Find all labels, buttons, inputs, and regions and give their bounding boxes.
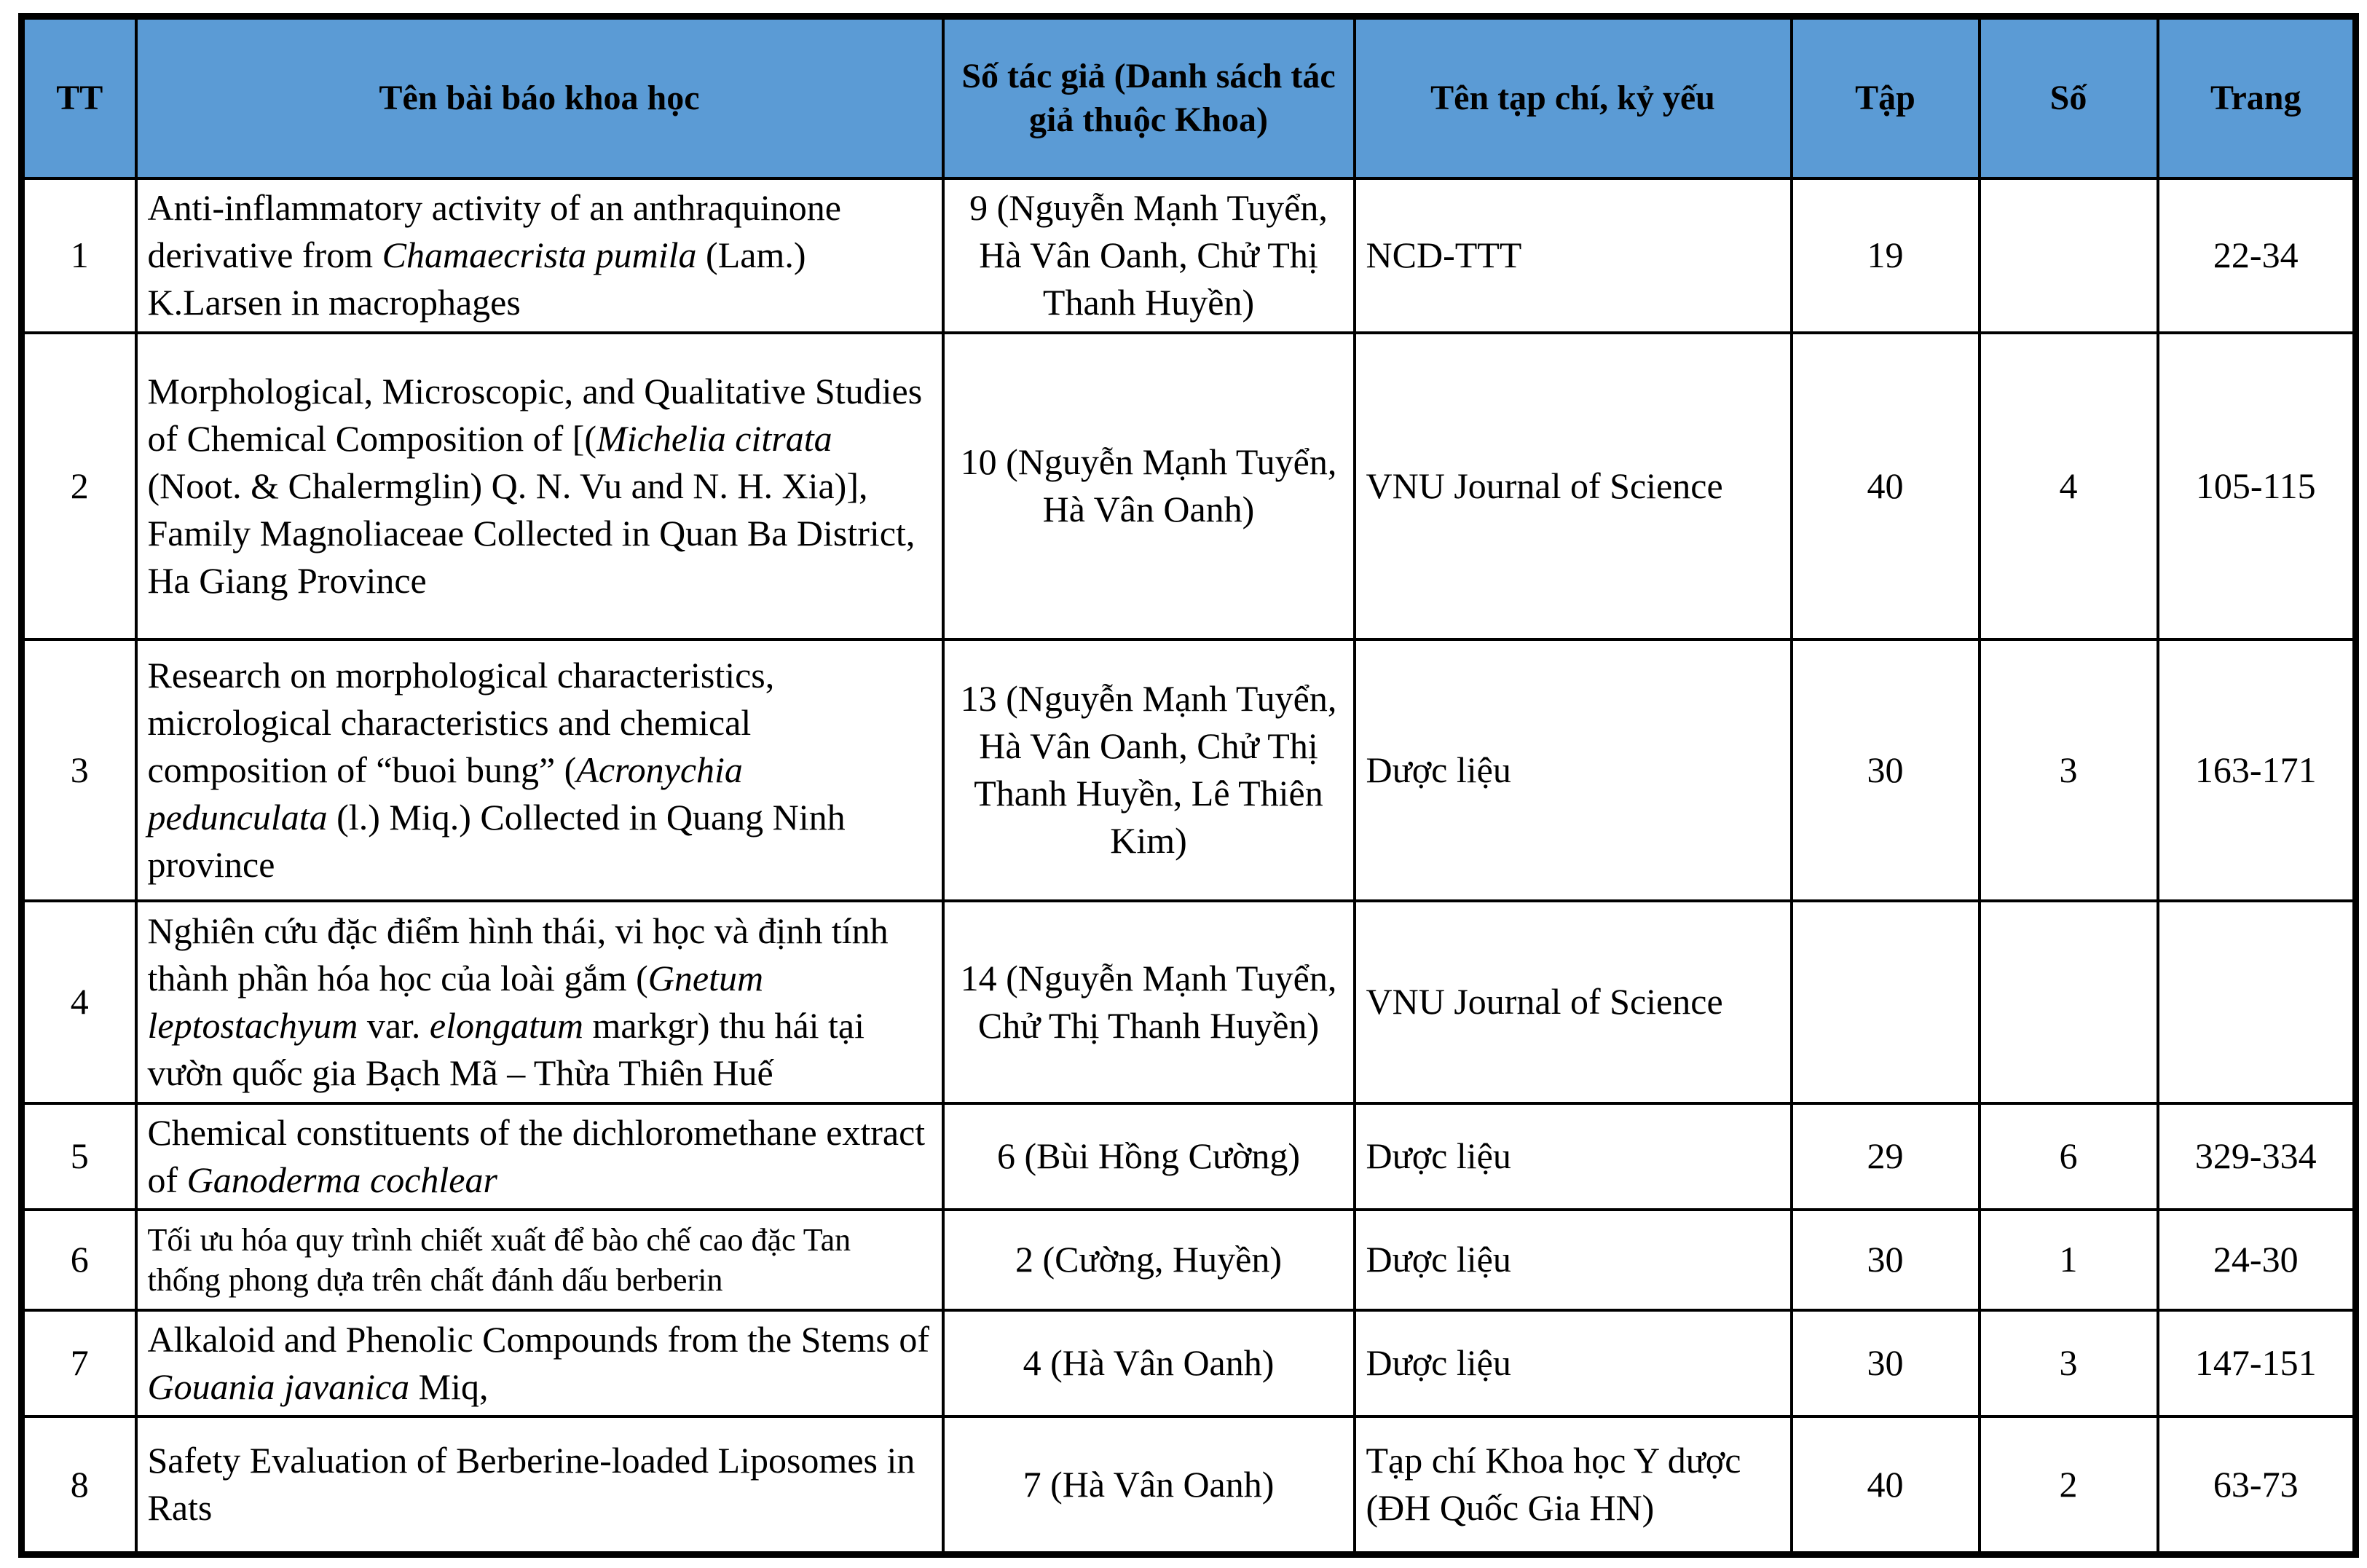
species-name-italic: Gouania javanica <box>147 1366 410 1407</box>
table-header <box>22 17 2356 178</box>
journal-cell: Dược liệu <box>1355 1210 1792 1310</box>
volume-cell: 19 <box>1792 178 1980 333</box>
title-text: Research on morphological characteristics, micrological characteristics and chemical composition of “buoi bung” ( <box>147 654 775 790</box>
species-name-italic: Michelia citrata <box>596 417 832 459</box>
volume-cell: 30 <box>1792 639 1980 901</box>
table-row <box>22 1103 2356 1210</box>
volume-cell <box>1792 901 1980 1103</box>
authors-cell: 10 (Nguyễn Mạnh Tuyển, Hà Vân Oanh) <box>943 333 1355 639</box>
tt-cell: 2 <box>22 333 136 639</box>
volume-cell: 40 <box>1792 1417 1980 1555</box>
authors-cell: 6 (Bùi Hồng Cường) <box>943 1103 1355 1210</box>
title-cell <box>136 333 943 639</box>
column-header-title: Tên bài báo khoa học <box>136 17 943 178</box>
publications-table <box>18 13 2359 1558</box>
issue-cell <box>1980 901 2158 1103</box>
journal-cell: Dược liệu <box>1355 1103 1792 1210</box>
table-row <box>22 901 2356 1103</box>
journal-cell: VNU Journal of Science <box>1355 901 1792 1103</box>
species-name-italic: Ganoderma cochlear <box>186 1159 497 1200</box>
table-row <box>22 1310 2356 1417</box>
column-header-tt: TT <box>22 17 136 178</box>
authors-cell: 13 (Nguyễn Mạnh Tuyển, Hà Vân Oanh, Chử Thị Thanh Huyền, Lê Thiên Kim) <box>943 639 1355 901</box>
column-header-pages: Trang <box>2158 17 2356 178</box>
pages-cell: 24-30 <box>2158 1210 2356 1310</box>
column-header-journal: Tên tạp chí, kỷ yếu <box>1355 17 1792 178</box>
pages-cell: 63-73 <box>2158 1417 2356 1555</box>
tt-cell: 3 <box>22 639 136 901</box>
title-text: Safety Evaluation of Berberine-loaded Liposomes in Rats <box>147 1440 915 1529</box>
tt-cell: 5 <box>22 1103 136 1210</box>
journal-cell: Tạp chí Khoa học Y dược (ĐH Quốc Gia HN) <box>1355 1417 1792 1555</box>
title-text: Alkaloid and Phenolic Compounds from the Stems of <box>147 1318 930 1360</box>
tt-cell: 6 <box>22 1210 136 1310</box>
species-name-italic: Gnetum leptostachyum <box>147 957 764 1046</box>
volume-cell: 40 <box>1792 333 1980 639</box>
journal-cell: Dược liệu <box>1355 1310 1792 1417</box>
table-row <box>22 1210 2356 1310</box>
issue-cell: 1 <box>1980 1210 2158 1310</box>
title-text: var. <box>358 1004 430 1046</box>
issue-cell <box>1980 178 2158 333</box>
title-cell <box>136 1103 943 1210</box>
title-cell <box>136 901 943 1103</box>
species-name-italic: Acronychia pedunculata <box>147 749 743 838</box>
pages-cell <box>2158 901 2356 1103</box>
title-text: (l.) Miq.) Collected in Quang Ninh province <box>147 796 846 885</box>
pages-cell: 329-334 <box>2158 1103 2356 1210</box>
issue-cell: 4 <box>1980 333 2158 639</box>
journal-cell: NCD-TTT <box>1355 178 1792 333</box>
pages-cell: 163-171 <box>2158 639 2356 901</box>
tt-cell: 8 <box>22 1417 136 1555</box>
tt-cell: 4 <box>22 901 136 1103</box>
journal-cell: VNU Journal of Science <box>1355 333 1792 639</box>
column-header-authors: Số tác giả (Danh sách tác giả thuộc Khoa) <box>943 17 1355 178</box>
issue-cell: 3 <box>1980 639 2158 901</box>
journal-cell: Dược liệu <box>1355 639 1792 901</box>
species-name-italic: Chamaecrista pumila <box>382 235 697 275</box>
column-header-issue: Số <box>1980 17 2158 178</box>
title-text: Tối ưu hóa quy trình chiết xuất để bào chế cao đặc Tan thống phong dựa trên chất đánh dấu berberin <box>147 1221 851 1298</box>
title-cell <box>136 1310 943 1417</box>
table-body <box>22 178 2356 1555</box>
title-text: Anti-inflammatory activity of an anthraquinone derivative from <box>147 187 841 275</box>
header-row <box>22 17 2356 178</box>
table-row <box>22 1417 2356 1555</box>
species-name-italic: elongatum <box>429 1004 584 1046</box>
title-text: Chemical constituents of the dichloromethane extract of <box>147 1111 926 1200</box>
pages-cell: 147-151 <box>2158 1310 2356 1417</box>
volume-cell: 30 <box>1792 1210 1980 1310</box>
title-cell <box>136 1210 943 1310</box>
authors-cell: 4 (Hà Vân Oanh) <box>943 1310 1355 1417</box>
title-text: markgr) thu hái tại vườn quốc gia Bạch Mã – Thừa Thiên Huế <box>147 1004 865 1093</box>
title-cell <box>136 639 943 901</box>
authors-cell: 14 (Nguyễn Mạnh Tuyển, Chử Thị Thanh Huyền) <box>943 901 1355 1103</box>
table-row <box>22 639 2356 901</box>
issue-cell: 2 <box>1980 1417 2158 1555</box>
pages-cell: 22-34 <box>2158 178 2356 333</box>
title-cell <box>136 178 943 333</box>
issue-cell: 3 <box>1980 1310 2158 1417</box>
title-text: Morphological, Microscopic, and Qualitative Studies of Chemical Composition of [( <box>147 370 923 459</box>
title-text: (Noot. & Chalermglin) Q. N. Vu and N. H. Xia)], Family Magnoliaceae Collected in Quan Ba District, Ha Giang Province <box>147 465 915 601</box>
volume-cell: 29 <box>1792 1103 1980 1210</box>
tt-cell: 7 <box>22 1310 136 1417</box>
authors-cell: 9 (Nguyễn Mạnh Tuyển, Hà Vân Oanh, Chử Thị Thanh Huyền) <box>943 178 1355 333</box>
title-cell <box>136 1417 943 1555</box>
authors-cell: 2 (Cường, Huyền) <box>943 1210 1355 1310</box>
authors-cell: 7 (Hà Vân Oanh) <box>943 1417 1355 1555</box>
title-text: Miq, <box>409 1366 489 1407</box>
pages-cell: 105-115 <box>2158 333 2356 639</box>
issue-cell: 6 <box>1980 1103 2158 1210</box>
tt-cell: 1 <box>22 178 136 333</box>
volume-cell: 30 <box>1792 1310 1980 1417</box>
table-row <box>22 178 2356 333</box>
title-text: (Lam.) K.Larsen in macrophages <box>147 235 806 323</box>
column-header-volume: Tập <box>1792 17 1980 178</box>
table-row <box>22 333 2356 639</box>
title-text: Nghiên cứu đặc điểm hình thái, vi học và định tính thành phần hóa học của loài gắm ( <box>147 910 889 998</box>
